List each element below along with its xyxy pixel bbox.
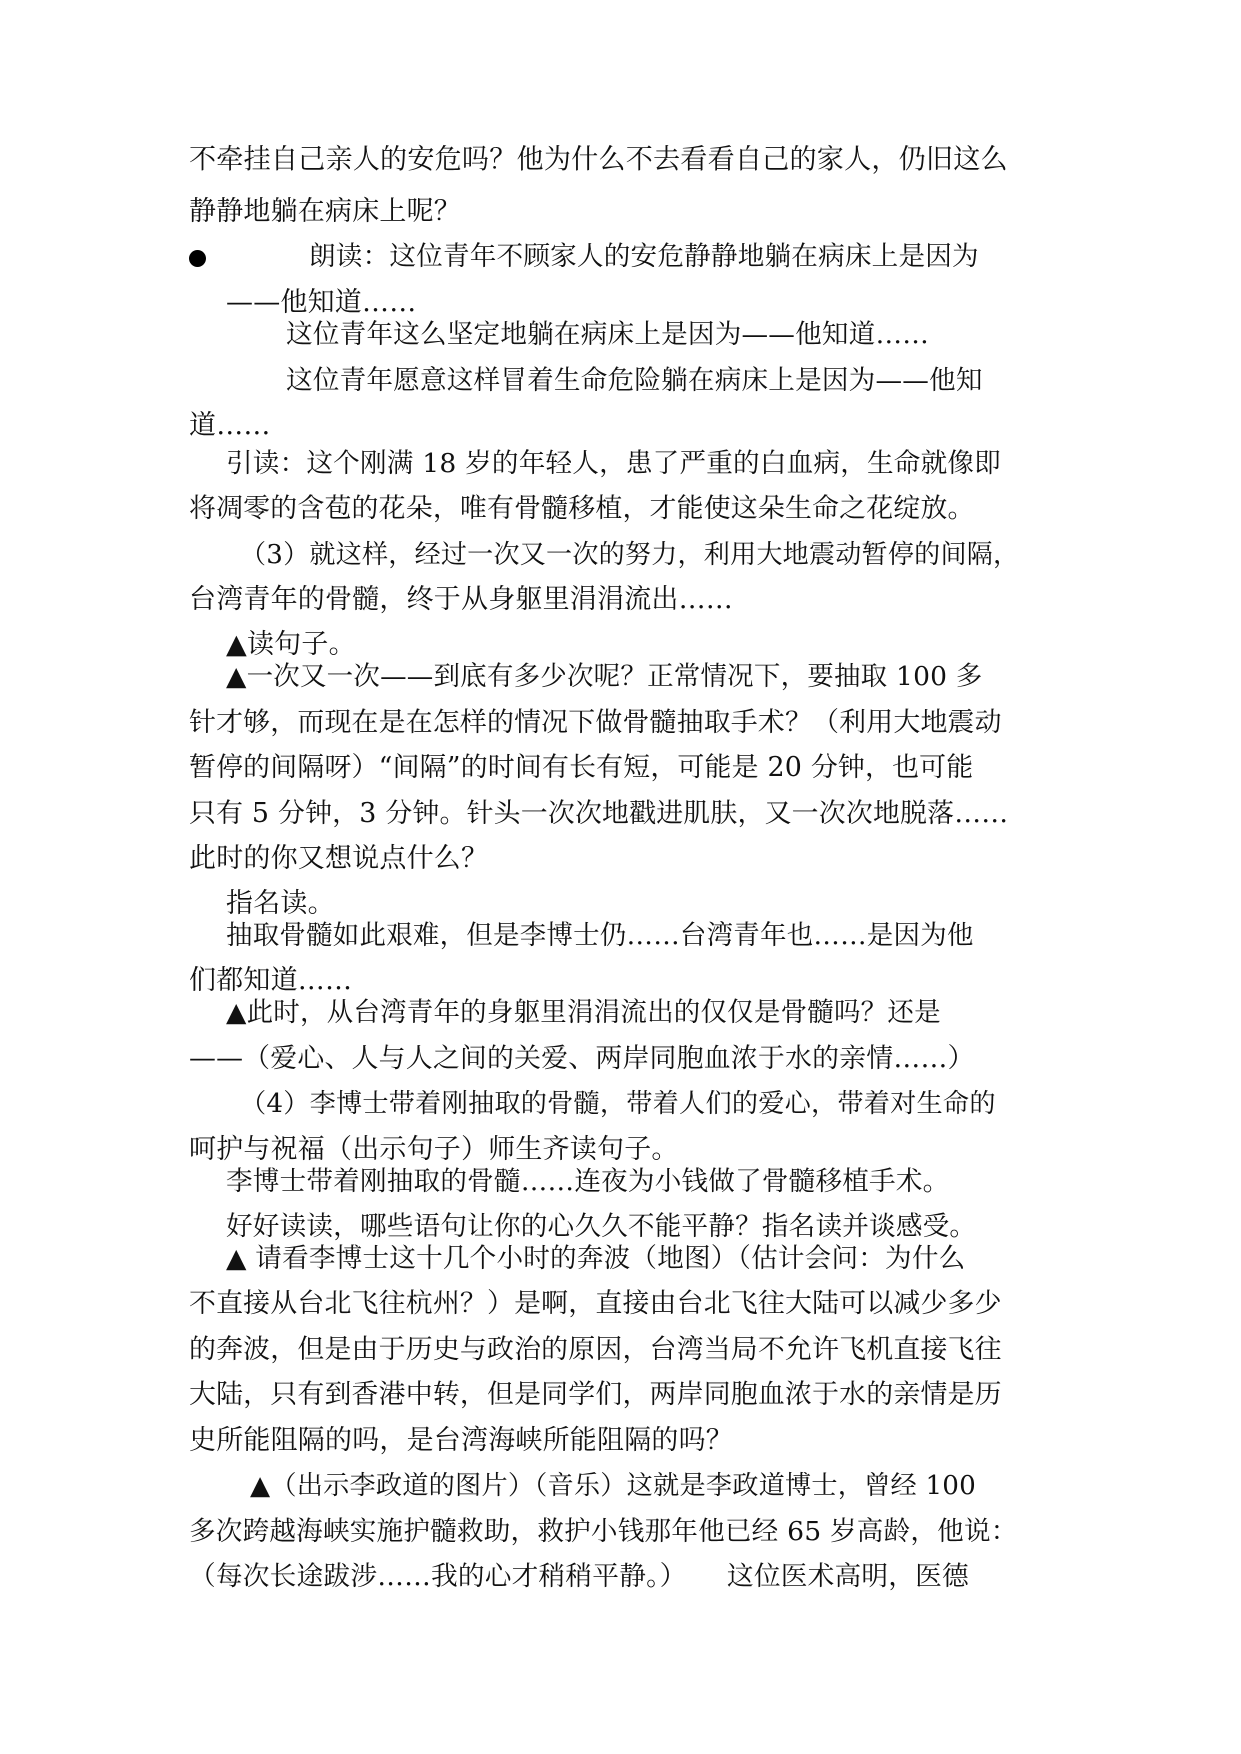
text-line-18: 指名读。: [226, 888, 335, 919]
text-line-11: 台湾青年的骨髓，终于从身躯里涓涓流出……: [189, 584, 733, 615]
text-line-8: 引读：这个刚满 18 岁的年轻人，患了严重的白血病，生命就像即: [226, 448, 1001, 479]
text-line-21: ▲此时，从台湾青年的身躯里涓涓流出的仅仅是骨髓吗？还是: [226, 997, 941, 1028]
text-line-29: 的奔波，但是由于历史与政治的原因，台湾当局不允许飞机直接飞往: [189, 1334, 1002, 1365]
text-line-34: （每次长途跋涉……我的心才稍稍平静。） 这位医术高明，医德: [189, 1561, 969, 1592]
text-line-24: 呵护与祝福（出示句子）师生齐读句子。: [189, 1134, 679, 1165]
text-line-33: 多次跨越海峡实施护髓救助，救护小钱那年他已经 65 岁高龄，他说：: [189, 1516, 1018, 1547]
text-line-12: ▲读句子。: [226, 629, 356, 660]
text-line-27: ▲ 请看李博士这十几个小时的奔波（地图）（估计会问：为什么: [226, 1243, 966, 1274]
text-line-13: ▲一次又一次——到底有多少次呢？正常情况下，要抽取 100 多: [226, 661, 983, 692]
text-line-23: （4）李博士带着刚抽取的骨髓，带着人们的爱心，带着对生命的: [240, 1089, 996, 1119]
text-line-6: 这位青年愿意这样冒着生命危险躺在病床上是因为——他知: [286, 365, 983, 396]
text-line-19: 抽取骨髓如此艰难，但是李博士仍……台湾青年也……是因为他: [226, 920, 974, 951]
text-line-7: 道……: [189, 410, 271, 441]
text-line-14: 针才够，而现在是在怎样的情况下做骨髓抽取手术？（利用大地震动: [189, 707, 1002, 738]
text-line-9: 将凋零的含苞的花朵，唯有骨髓移植，才能使这朵生命之花绽放。: [189, 493, 975, 524]
text-line-31: 史所能阻隔的吗，是台湾海峡所能阻隔的吗？: [189, 1425, 733, 1456]
text-line-2: 静静地躺在病床上呢？: [189, 196, 461, 227]
text-line-5: 这位青年这么坚定地躺在病床上是因为——他知道……: [286, 319, 930, 350]
text-line-25: 李博士带着刚抽取的骨髓……连夜为小钱做了骨髓移植手术。: [226, 1166, 950, 1197]
text-line-3: 朗读：这位青年不顾家人的安危静静地躺在病床上是因为: [309, 241, 979, 272]
text-line-22: ——（爱心、人与人之间的关爱、两岸同胞血浓于水的亲情……）: [189, 1043, 975, 1074]
text-line-26: 好好读读，哪些语句让你的心久久不能平静？指名读并谈感受。: [226, 1211, 977, 1242]
text-line-17: 此时的你又想说点什么？: [189, 843, 489, 874]
text-line-28: 不直接从台北飞往杭州？）是啊，直接由台北飞往大陆可以减少多少: [189, 1288, 1002, 1319]
text-line-15: 暂停的间隔呀）“间隔”的时间有长有短，可能是 20 分钟，也可能: [189, 752, 974, 783]
text-line-10: （3）就这样，经过一次又一次的努力，利用大地震动暂停的间隔，: [240, 540, 1020, 570]
bullet-dot-icon: [189, 250, 206, 267]
text-line-4: ——他知道……: [226, 287, 417, 318]
text-line-1: 不牵挂自己亲人的安危吗？他为什么不去看看自己的家人，仍旧这么: [189, 144, 1008, 175]
text-line-20: 们都知道……: [189, 965, 353, 996]
text-line-16: 只有 5 分钟，3 分钟。针头一次次地戳进肌肤，又一次次地脱落……: [189, 798, 1009, 829]
text-line-32: ▲（出示李政道的图片）（音乐）这就是李政道博士，曾经 100: [250, 1471, 977, 1501]
text-line-30: 大陆，只有到香港中转，但是同学们，两岸同胞血浓于水的亲情是历: [189, 1379, 1002, 1410]
